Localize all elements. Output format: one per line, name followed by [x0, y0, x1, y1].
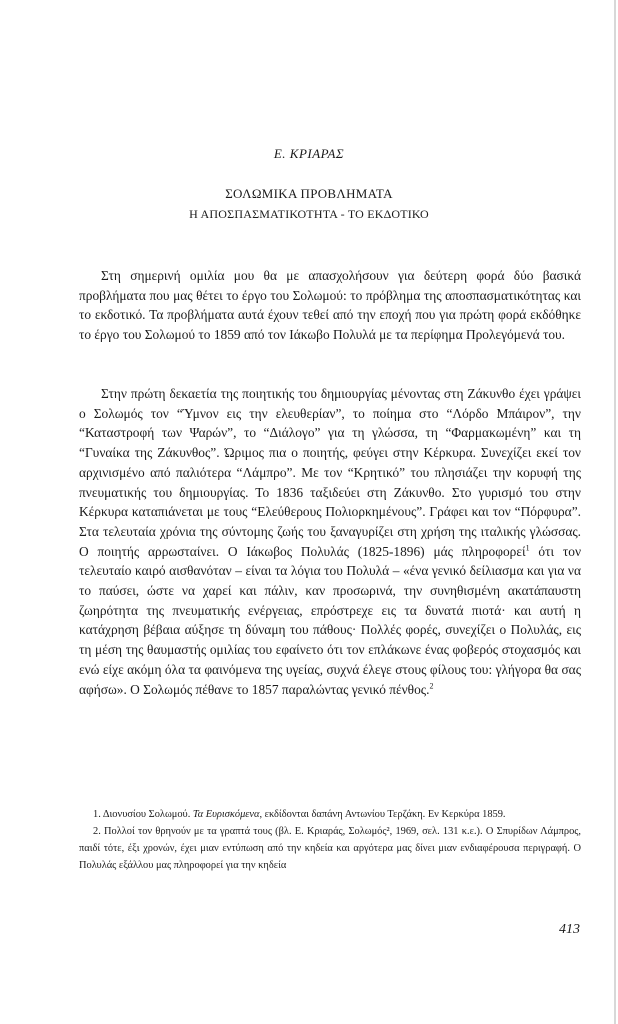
paragraph-2: [79, 384, 581, 699]
paragraph-2-part-b: ότι τον τελευταίο καιρό αισθανόταν – είναι τα λόγια του Πολυλά – «ένα γενικό δείλιασμα και για να το παύσει, ώστε να χαρεί και πάλιν, καν προσωρινά, την συνηθισμένη ακατάπαυστη ζωηρότητα της πνευματικής ενέργειας, επρόστρεχε εις τα δυνατά πιοτά· και αυτή η κατάχρηση βέβαια αύξησε τη δύναμη του πάθους· Πολλές φορές, συνεχίζει ο Πολυλάς, εις τη μέση της θαυμαστής ομιλίας του εφαίνετο ότι τον επλάκωνε ένας φοβερός στοχασμός και ενώ είχε ακόμη όλα τα φαινόμενα της υγείας, συχνά έλεγε στους φίλους του: γλήγορα θα σας αφήσω». Ο Σολωμός πέθανε το 1857 παραλώντας γενικό πένθος.: [79, 543, 581, 697]
footnote-1-title: Τα Ευρισκόμενα: [192, 809, 260, 820]
footnotes: [79, 806, 581, 874]
footnote-1: [79, 806, 581, 823]
footnote-2: 2. Πολλοί τον θρηνούν με τα γραπτά τους (βλ. Ε. Κριαράς, Σολωμός², 1969, σελ. 131 κ.ε.). Ο Σπυρίδων Λάμπρος, παιδί τότε, έξι χρονών, έχει μιαν εντύπωση από την κηδεία και αργότερα μας δίνει μιαν ενδιαφέρουσα περιγραφή. Ο Πολυλάς εξάλλου μας πληροφορεί για την κηδεία: [79, 826, 581, 871]
article-title: ΣΟΛΩΜΙΚΑ ΠΡΟΒΛΗΜΑΤΑ: [225, 186, 393, 201]
paragraph-2-part-a: Στην πρώτη δεκαετία της ποιητικής του δημιουργίας μένοντας στη Ζάκυνθο έχει γράψει ο Σολωμός τον “Ύμνον εις την ελευθερίαν”, το ποίημα στο “Λόρδο Μπάιρον”, την “Καταστροφή των Ψαρών”, το “Διάλογο” για τη γλώσσα, τη “Φαρμακωμένη” και τη “Γυναίκα της Ζάκυνθος”. Ώριμος πια ο ποιητής, φεύγει στην Κέρκυρα. Συνεχίζει εκεί τον αρχινισμένο από παλιότερα “Λάμπρο”. Με τον “Κρητικό” του πλησιάζει την κορυφή της πνευματικής του δημιουργίας. Το 1836 ταξιδεύει στη Ζάκυνθο. Στο γυρισμό του στην Κέρκυρα καταπιάνεται με τους “Ελεύθερους Πολιορκημένους”. Γράφει και τον “Πόρφυρα”. Στα τελευταία χρόνια της σύντομης ζωής του ξαναγυρίζει στη χρήση της ιταλικής γλώσσας. Ο ποιητής αρρωσταίνει. Ο Ιάκωβος Πολυλάς (1825-1896) μάς πληροφορεί: [79, 386, 581, 559]
footnote-mark-1: 1: [525, 543, 530, 553]
footnote-1-text-end: , εκδίδονται δαπάνη Αντωνίου Τερζάκη. Εν Κερκύρα 1859.: [259, 809, 506, 820]
page-number: 413: [559, 922, 580, 937]
paragraph-1: Στη σημερινή ομιλία μου θα με απασχολήσουν για δεύτερη φορά δύο βασικά προβλήματα που μας θέτει το έργο του Σολωμού: το πρόβλημα της αποσπασματικότητας και το εκδοτικό. Τα προβλήματα αυτά έχουν τεθεί από την εποχή που για πρώτη φορά εκδόθηκε το έργο του Σολωμού το 1859 από τον Ιάκωβο Πολυλά με τα περίφημα Προλεγόμενά του.: [79, 268, 581, 343]
article-subtitle: Η ΑΠΟΣΠΑΣΜΑΤΙΚΟΤΗΤΑ - ΤΟ ΕΚΔΟΤΙΚΟ: [189, 207, 429, 221]
footnote-1-text: 1. Διονυσίου Σολωμού.: [93, 809, 193, 820]
footnote-mark-2: 2: [429, 681, 434, 691]
author-name: Ε. ΚΡΙΑΡΑΣ: [273, 146, 345, 161]
